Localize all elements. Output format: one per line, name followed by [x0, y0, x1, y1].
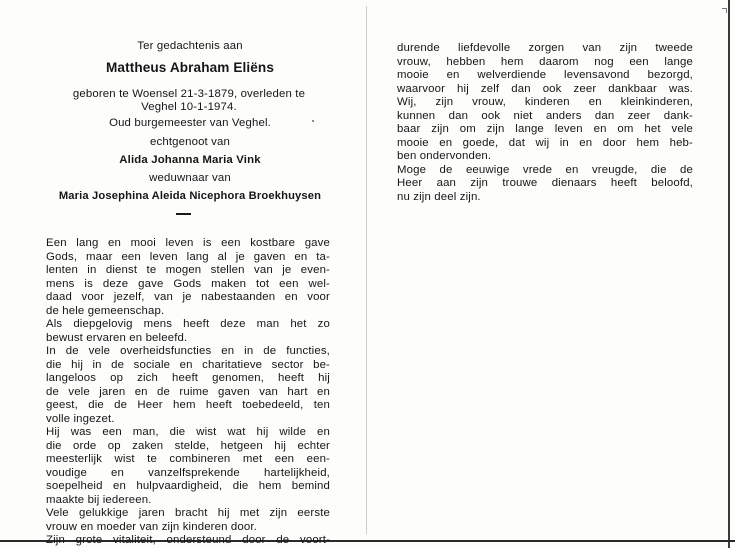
body-line: lenten in dienst te mogen stellen van je even-: [46, 264, 330, 276]
body-line: die orde op zaken stelde, hetgeen hij echter: [46, 439, 330, 452]
intro-text: Ter gedachtenis aan: [137, 40, 243, 52]
body-line: waarvoor hij zelf dan ook zeer dankbaar was.: [397, 82, 693, 95]
scan-edge-right: [728, 0, 730, 548]
body-line: vrouw, hebben hem daarom nog een lange: [397, 55, 693, 68]
first-spouse-name: Maria Josephina Aleida Nicephora Broekhuysen: [58, 190, 322, 202]
body-line: mooie en goede, dat wij in en door hem heb-: [397, 136, 693, 149]
body-line: baar zijn om zijn lange leven en om het vele: [397, 123, 693, 135]
separator-dash: [176, 213, 191, 215]
former-title: Oud burgemeester van Veghel.: [109, 117, 271, 129]
body-line: geest, die de Heer hem heeft toebedeeld, ten: [46, 399, 330, 411]
card-fold-line: [366, 6, 367, 534]
body-line: Zijn grote vitaliteit, ondersteund door de voort-: [46, 534, 330, 546]
widower-intro: weduwnaar van: [149, 172, 231, 184]
body-line: Gods, maar een leven lang al je gaven en ta-: [46, 250, 330, 263]
body-line: de hele gemeenschap.: [46, 304, 165, 317]
body-line: volle ingezet.: [46, 412, 115, 425]
birth-death-line-1: geboren te Woensel 21-3-1879, overleden te: [72, 88, 306, 100]
body-line: die hij in de sociale en charitatieve sector be-: [46, 358, 330, 371]
body-line: soepelheid en hulpvaardigheid, die hem bemind: [46, 480, 330, 492]
body-line: kunnen dan ook niet anders dan zeer dank-: [397, 109, 693, 122]
body-line: Heer aan zijn trouwe dienaars heeft beloofd,: [397, 177, 693, 189]
body-line: mens is deze gave Gods maken tot een wel-: [46, 277, 330, 290]
birth-death-line-2: Veghel 10-1-1974.: [141, 101, 237, 113]
body-line: mooie en welverdiende levensavond bezorgd,: [397, 69, 693, 81]
body-line: langeloos op zich heeft genomen, heeft hij: [46, 372, 330, 384]
body-line: In de vele overheidsfuncties en in de functies,: [46, 345, 330, 357]
body-line: de vele jaren en de ruime gaven van hart en: [46, 385, 330, 398]
body-line: daad voor jezelf, van je nabestaanden en voor: [46, 291, 330, 303]
body-line: Als diepgelovig mens heeft deze man het zo: [46, 318, 330, 330]
left-body-text: [46, 237, 330, 548]
deceased-name: Mattheus Abraham Eliëns: [106, 60, 274, 75]
body-line: Wij, zijn vrouw, kinderen en kleinkinderen,: [397, 96, 693, 108]
body-line: meesterlijk wist te combineren met een een-: [46, 453, 330, 465]
spouse-intro: echtgenoot van: [150, 136, 230, 148]
body-line: Moge de eeuwige vrede en vreugde, die de: [397, 163, 693, 176]
spouse-name: Alida Johanna Maria Vink: [119, 154, 261, 166]
body-line: Een lang en mooi leven is een kostbare gave: [46, 237, 330, 249]
body-line: vrouw en moeder van zijn kinderen door.: [46, 520, 257, 533]
right-body-text: [397, 42, 693, 204]
body-line: durende liefdevolle zorgen van zijn tweede: [397, 42, 693, 54]
body-line: ben ondervonden.: [397, 150, 492, 162]
body-line: nu zijn deel zijn.: [397, 190, 481, 203]
body-line: bewust ervaren en beleefd.: [46, 331, 188, 344]
body-line: Hij was een man, die wist wat hij wilde en: [46, 426, 330, 438]
corner-mark: [722, 8, 727, 13]
body-line: Vele gelukkige jaren bracht hij met zijn eerste: [46, 507, 330, 519]
body-line: maakte bij iedereen.: [46, 493, 152, 506]
body-line: voudige en vanzelfsprekende hartelijkheid,: [46, 466, 330, 479]
